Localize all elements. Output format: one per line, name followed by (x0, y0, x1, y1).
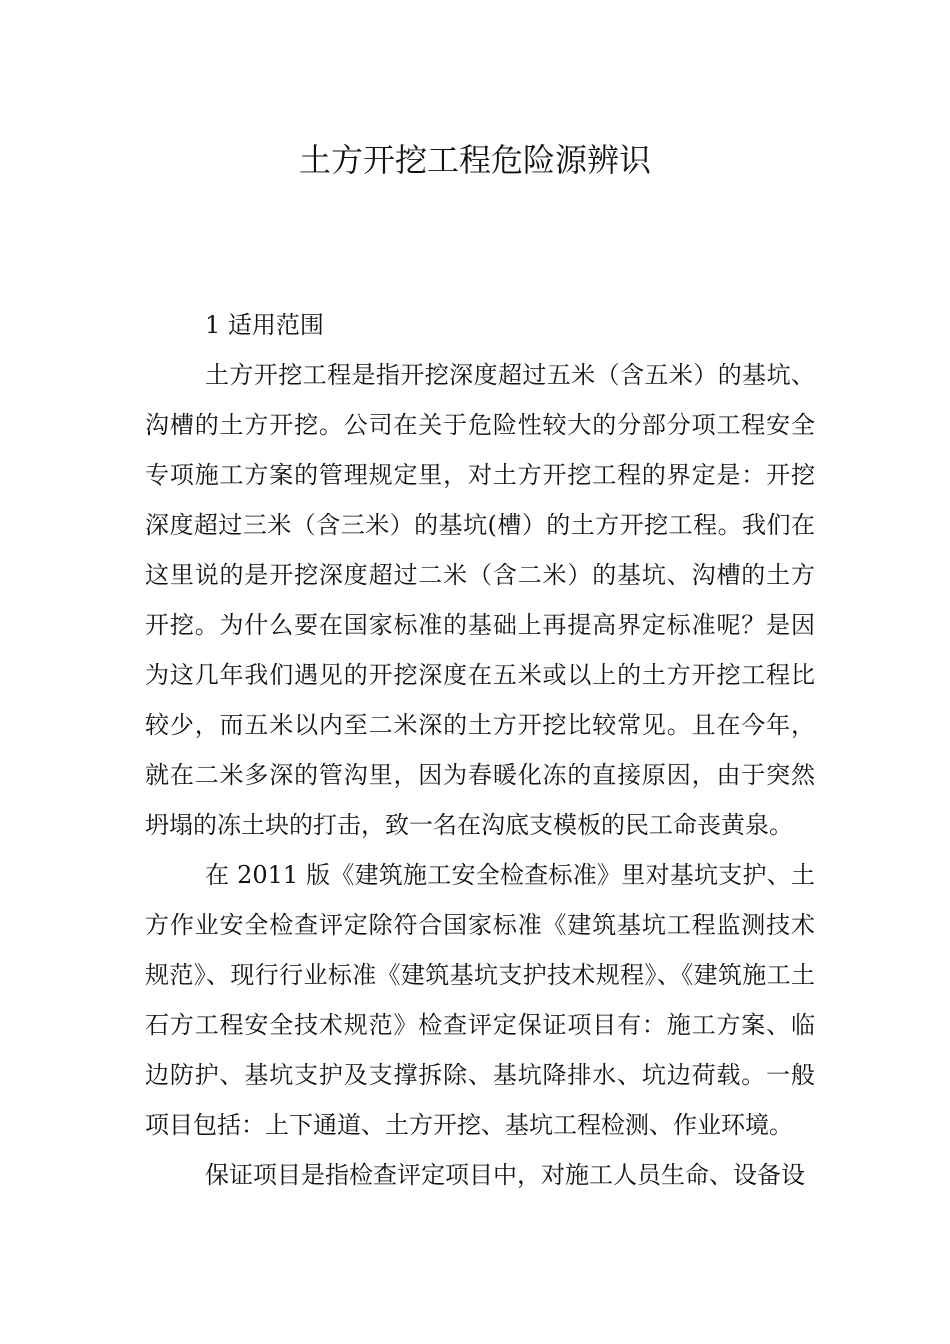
paragraph-standards: 在 2011 版《建筑施工安全检查标准》里对基坑支护、土方作业安全检查评定除符合国家标准《建筑基坑工程监测技术规范》、现行行业标准《建筑基坑支护技术规程》、《建筑施工土石方工程安全技术规范》检查评定保证项目有：施工方案、临边防护、基坑支护及支撑拆除、基坑降排水、坑边荷载。一般项目包括：上下通道、土方开挖、基坑工程检测、作业环境。 (145, 861, 815, 1139)
paragraph-guarantee-items: 保证项目是指检查评定项目中，对施工人员生命、设备设 (205, 1161, 805, 1189)
section-heading: 1 适用范围 (205, 311, 324, 339)
document-title: 土方开挖工程危险源辨识 (298, 141, 651, 179)
document-body (145, 300, 815, 1200)
paragraph-scope: 土方开挖工程是指开挖深度超过五米（含五米）的基坑、沟槽的土方开挖。公司在关于危险性较大的分部分项工程安全专项施工方案的管理规定里，对土方开挖工程的界定是：开挖深度超过三米（含三米）的基坑(槽）的土方开挖工程。我们在这里说的是开挖深度超过二米（含二米）的基坑、沟槽的土方开挖。为什么要在国家标准的基础上再提高界定标准呢？是因为这几年我们遇见的开挖深度在五米或以上的土方开挖工程比较少，而五米以内至二米深的土方开挖比较常见。且在今年，就在二米多深的管沟里，因为春暖化冻的直接原因，由于突然坍塌的冻土块的打击，致一名在沟底支模板的民工命丧黄泉。 (145, 361, 815, 839)
